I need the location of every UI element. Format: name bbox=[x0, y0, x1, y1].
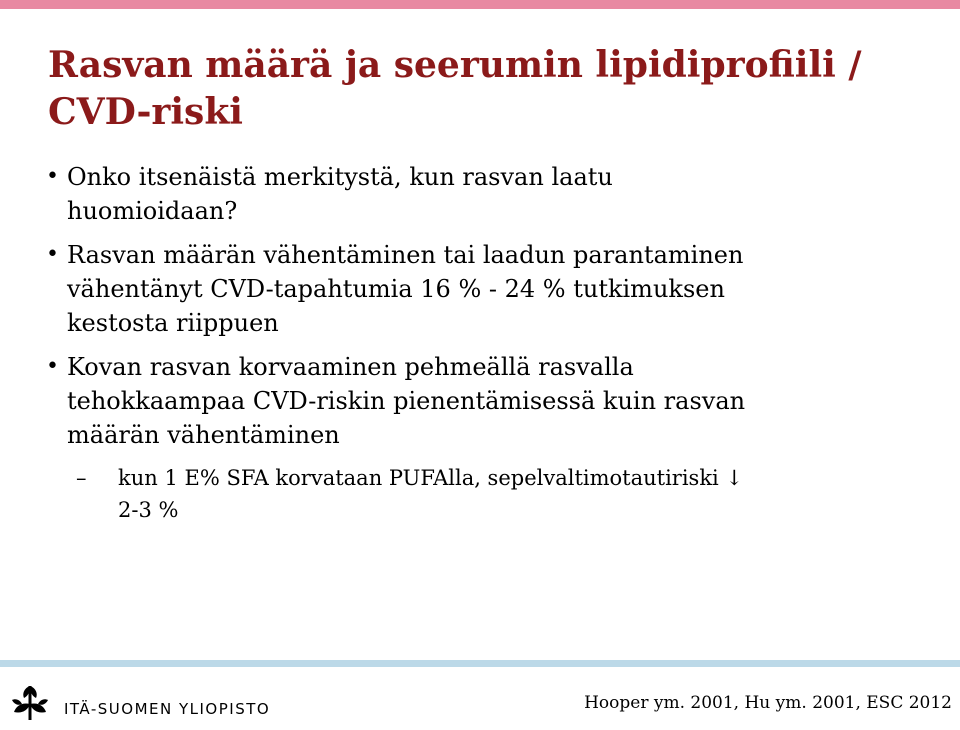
bottom-accent-bar bbox=[0, 660, 960, 667]
dash-icon: – bbox=[76, 466, 87, 490]
top-accent-bar bbox=[0, 0, 960, 9]
references: Hooper ym. 2001, Hu ym. 2001, ESC 2012 bbox=[584, 693, 952, 713]
slide-title: Rasvan määrä ja seerumin lipidiprofiili / CVD-riski bbox=[48, 44, 862, 133]
bullet-dot-icon: • bbox=[46, 242, 59, 267]
bullet-dot-icon: • bbox=[46, 354, 59, 379]
bullet-item bbox=[46, 238, 746, 340]
university-name: ITÄ-SUOMEN YLIOPISTO bbox=[64, 700, 271, 718]
sub-bullet-text: kun 1 E% SFA korvataan PUFAlla, sepelvaltimotautiriski ↓ 2-3 % bbox=[118, 466, 744, 522]
sub-bullet-item bbox=[46, 462, 746, 526]
bullet-text: Onko itsenäistä merkitystä, kun rasvan laatu huomioidaan? bbox=[67, 163, 613, 225]
bullet-list bbox=[46, 160, 746, 526]
bullet-item bbox=[46, 350, 746, 452]
bullet-text: Kovan rasvan korvaaminen pehmeällä rasvalla tehokkaampaa CVD-riskin pienentämisessä kuin rasvan määrän vähentäminen bbox=[67, 353, 746, 449]
bullet-dot-icon: • bbox=[46, 164, 59, 189]
bullet-item bbox=[46, 160, 746, 228]
bullet-text: Rasvan määrän vähentäminen tai laadun parantaminen vähentänyt CVD-tapahtumia 16 % - 24 % tutkimuksen kestosta riippuen bbox=[67, 241, 744, 337]
university-logo-icon bbox=[10, 680, 50, 724]
